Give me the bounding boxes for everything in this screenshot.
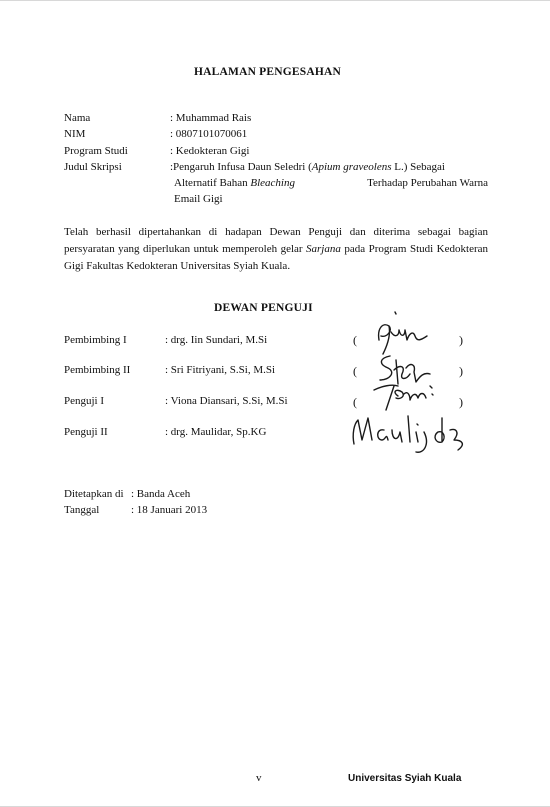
prodi-label: Program Studi	[64, 145, 128, 157]
scan-edge-top	[0, 0, 550, 1]
board-role-4: Penguji II	[64, 426, 108, 438]
signature-4	[344, 410, 474, 458]
board-role-3: Penguji I	[64, 395, 105, 407]
board-open-paren-2: (	[353, 364, 357, 378]
board-name-1: : drg. Iin Sundari, M.Si	[165, 334, 268, 346]
statement-paragraph	[64, 224, 488, 275]
judul-italic-species: Apium graveolens	[311, 161, 392, 173]
tanggal-value: : 18 Januari 2013	[131, 504, 208, 516]
statement-part-1: Telah berhasil dipertahankan di hadapan Dewan Penguji dan diterima sebagai bagian persyaratan yang diperlukan untuk memperoleh gelar	[64, 226, 488, 255]
board-close-paren-1: )	[459, 333, 463, 347]
page-number: v	[256, 772, 262, 784]
board-close-paren-2: )	[459, 364, 463, 378]
nama-label: Nama	[64, 112, 91, 124]
judul-text-mid: L.) Sebagai	[391, 161, 445, 173]
page-title: HALAMAN PENGESAHAN	[194, 66, 342, 78]
nim-value: : 0807101070061	[170, 128, 248, 140]
judul-line2-b: Terhadap Perubahan Warna	[367, 177, 488, 189]
judul-label: Judul Skripsi	[64, 161, 122, 173]
tanggal-label: Tanggal	[64, 504, 100, 516]
statement-italic-degree: Sarjana	[306, 243, 341, 255]
prodi-value: : Kedokteran Gigi	[170, 145, 250, 157]
board-name-3: : Viona Diansari, S.Si, M.Si	[165, 395, 288, 407]
nim-label: NIM	[64, 128, 86, 140]
judul-line-1	[170, 161, 488, 173]
board-open-paren-3: (	[353, 395, 357, 409]
board-open-paren-1: (	[353, 333, 357, 347]
judul-italic-bleaching: Bleaching	[250, 177, 295, 189]
judul-line2-part-a	[174, 177, 295, 189]
board-role-2: Pembimbing II	[64, 364, 131, 376]
board-title: DEWAN PENGUJI	[214, 302, 313, 314]
judul-line2-a: Alternatif Bahan	[174, 177, 251, 189]
board-role-1: Pembimbing I	[64, 334, 127, 346]
judul-text-pre: :Pengaruh Infusa Daun Seledri (	[170, 161, 312, 173]
judul-line-2	[174, 177, 488, 189]
statement-part-2: pada Program Studi Kedokteran Gigi Fakultas Kedokteran Universitas Syiah Kuala.	[64, 243, 488, 272]
board-name-2: : Sri Fitriyani, S.Si, M.Si	[165, 364, 276, 376]
nama-value: : Muhammad Rais	[170, 112, 252, 124]
footer-university: Universitas Syiah Kuala	[348, 773, 462, 784]
ditetapkan-value: : Banda Aceh	[131, 488, 191, 500]
judul-line-3: Email Gigi	[174, 193, 223, 205]
ditetapkan-label: Ditetapkan di	[64, 488, 124, 500]
board-close-paren-3: )	[459, 395, 463, 409]
board-name-4: : drg. Maulidar, Sp.KG	[165, 426, 267, 438]
